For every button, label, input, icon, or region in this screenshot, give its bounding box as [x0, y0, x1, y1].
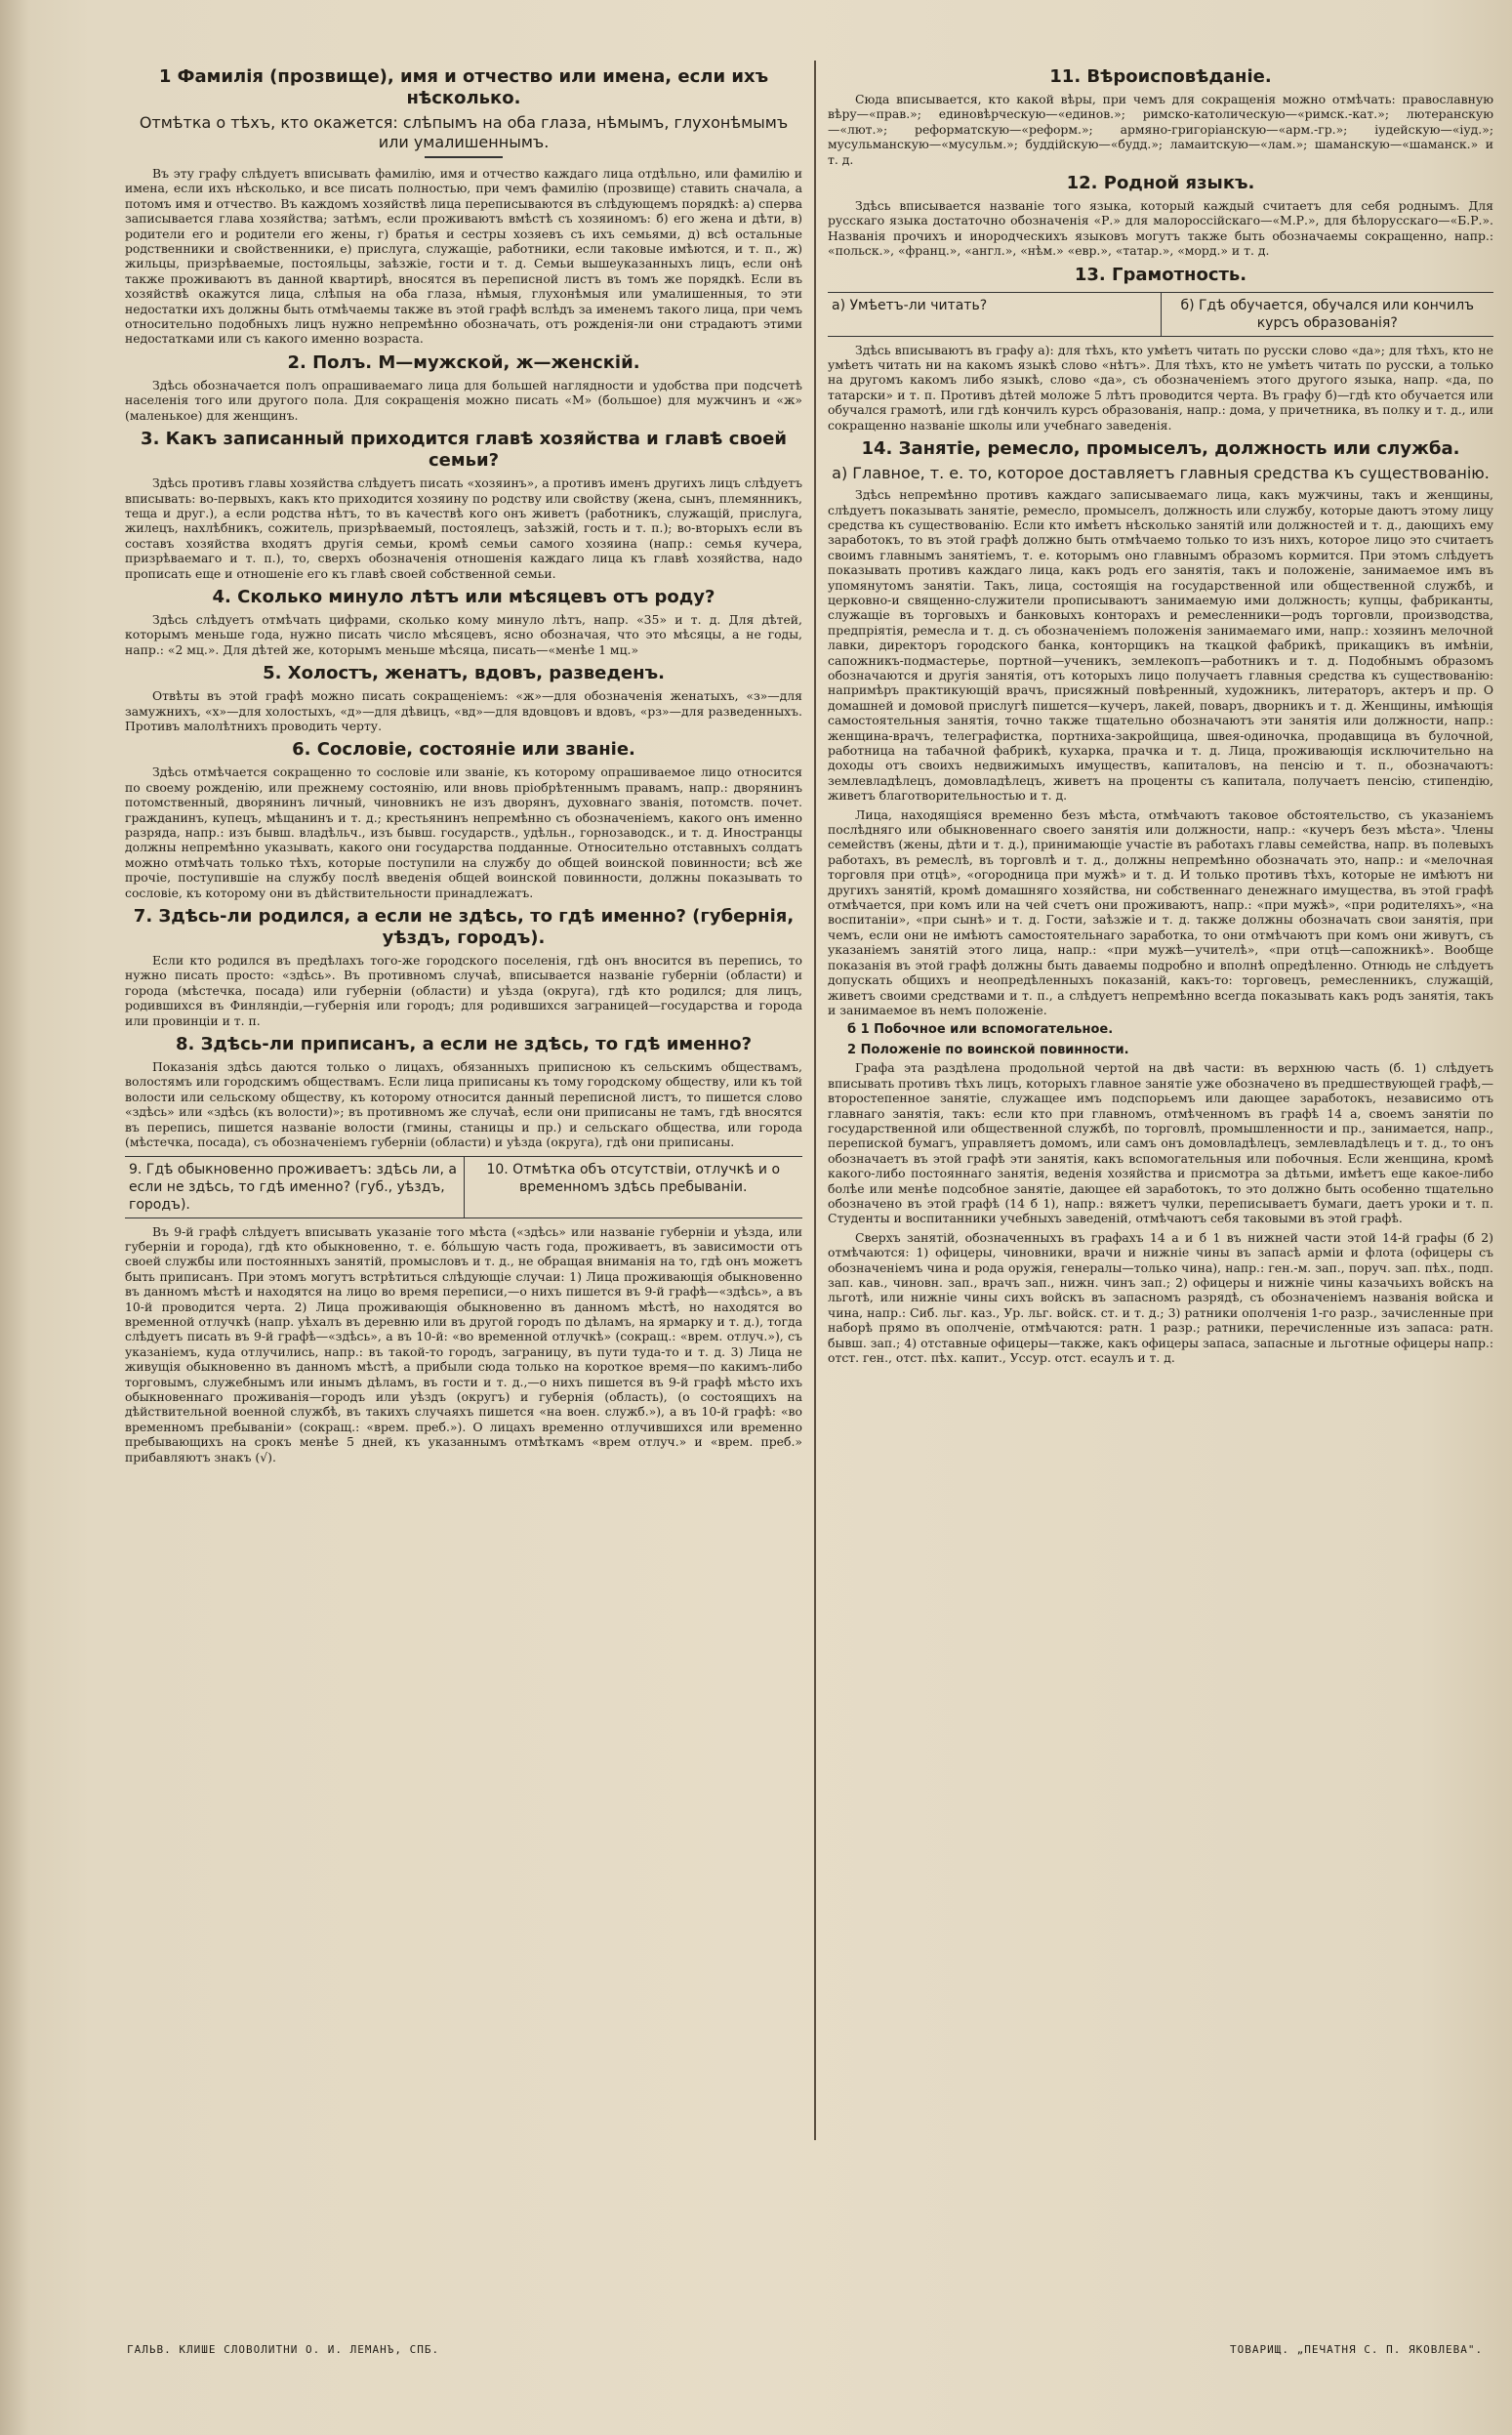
- section-1-text: Въ эту графу слѣдуетъ вписывать фамилію, имя и отчество каждаго лица отдѣльно, или фамилію и имена, если ихъ нѣсколько, и все писать полностью, при чемъ фамилію (прозвище) ставить сначала, а потомъ имя и отчество. Въ каждомъ хозяйствѣ лица переписываются въ слѣдующемъ порядкѣ: а) сперва записывается глава хозяйства; затѣмъ, если проживаютъ вмѣстѣ съ хозяиномъ: б) его жена и дѣти, в) родители его и родители его жены, г) братья и сестры хозяевъ съ ихъ семьями, д) всѣ остальные родственники и свойственники, е) прислуга, служащіе, работники, если таковые имѣются, и т. п., ж) жильцы, призрѣваемые, постояльцы, заѣзжіе, гости и т. д. Семьи вышеуказанныхъ лицъ, если онѣ также проживаютъ въ данной квартирѣ, вносятся въ переписной листъ въ томъ же порядкѣ. Если въ хозяйствѣ окажутся лица, слѣпыя на оба глаза, нѣмыя, глухонѣмыя или умалишенныя, то эти недостатки ихъ должны быть отмѣчаемы также въ этой графѣ вслѣдъ за именемъ такого лица, при чемъ относительно подобныхъ лицъ нужно непремѣнно обозначать, отъ рожденія-ли они страдаютъ этими недостатками или съ какого именно возраста.: [125, 166, 802, 347]
- paper-fold-shadow: [0, 0, 29, 2435]
- section-2-text: Здѣсь обозначается полъ опрашиваемаго лица для большей наглядности и удобства при подсчетѣ населенія того или другого пола. Для сокращенія можно писать «М» (большое) для мужчинъ и «ж» (маленькое) для женщинъ.: [125, 377, 802, 423]
- section-4-title: 4. Сколько минуло лѣтъ или мѣсяцевъ отъ роду?: [212, 586, 715, 607]
- sections-9-10-header: [125, 1156, 802, 1218]
- section-3-text: Здѣсь противъ главы хозяйства слѣдуетъ писать «хозяинъ», а противъ именъ другихъ лицъ слѣдуетъ вписывать: во-первыхъ, какъ кто приходится хозяину по родству или свойству (жена, сынъ, племянникъ, теща и друг.), а если родства нѣтъ, то въ качествѣ кого онъ живетъ (работникъ, служащій, прислуга, жилецъ, нахлѣбникъ, сожитель, призрѣваемый, постоялецъ, заѣзжій, гость и т. п.); во-вторыхъ если въ составъ хозяйства входятъ другія семьи, кромѣ семьи самого хозяина (напр.: семья кучера, призрѣваемаго и т. п.), то, сверхъ обозначенія отношенія каждаго лица къ главѣ хозяйства, надо прописать еще и отношеніе его къ главѣ своей собственной семьи.: [125, 475, 802, 581]
- section-14-text-4: Сверхъ занятій, обозначенныхъ въ графахъ 14 а и б 1 въ нижней части этой 14-й графы (б 2) отмѣчаются: 1) офицеры, чиновники, врачи и нижніе чины въ запасѣ арміи и флота (офицеры съ обозначеніемъ чина и рода оружія, генералы—только чина), напр.: ген.-м. зап., поруч. зап. пѣх., подп. зап. кав., чиновн. зап., врачъ зап., нижн. чинъ зап.; 2) офицеры и нижніе чины казачьихъ войскъ на льготѣ, или нижніе чины сихъ войскъ въ запасномъ разрядѣ, съ обозначеніемъ названія войска и чина, напр.: Сиб. льг. каз., Ур. льг. войск. ст. и т. д.; 3) ратники ополченія 1-го разр., зачисленные при наборѣ прямо въ ополченіе, отмѣчаются: ратн. 1 разр.; ратники, перечисленные изъ запаса: ратн. бывш. зап.; 4) отставные офицеры—также, какъ офицеры запаса, запасные и льготные офицеры напр.: отст. ген., отст. пѣх. капит., Уссур. отст. есаулъ и т. д.: [828, 1229, 1493, 1366]
- section-7-title: 7. Здѣсь-ли родился, а если не здѣсь, то гдѣ именно? (губернія, уѣздъ, городъ).: [133, 906, 795, 949]
- section-14b1-title: б 1 Побочное или вспомогательное.: [847, 1022, 1114, 1038]
- column-divider: [814, 61, 816, 2140]
- section-13b-title: б) Гдѣ обучается, обучался или кончилъ курсъ образованія?: [1161, 293, 1494, 336]
- section-13a-title: а) Умѣетъ-ли читать?: [832, 297, 988, 313]
- section-3-title: 3. Какъ записанный приходится главѣ хозяйства и главѣ своей семьи?: [141, 429, 787, 472]
- section-2-title: 2. Полъ. М—мужской, ж—женскій.: [287, 351, 640, 373]
- section-11-title: 11. Вѣроисповѣданіе.: [1049, 66, 1272, 87]
- section-12-title: 12. Родной языкъ.: [1066, 173, 1255, 194]
- section-14a-subtitle: а) Главное, т. е. то, которое доставляетъ главныя средства къ существованію.: [832, 464, 1490, 483]
- section-6-title: 6. Сословіе, состояніе или званіе.: [292, 739, 635, 761]
- section-5-text: Отвѣты въ этой графѣ можно писать сокращеніемъ: «ж»—для обозначенія женатыхъ, «з»—для замужнихъ, «х»—для холостыхъ, «д»—для дѣвицъ, «вд»—для вдовцовъ и вдовъ, «рз»—для разведенныхъ. Противъ малолѣтнихъ проводить черту.: [125, 688, 802, 733]
- section-5-title: 5. Холостъ, женатъ, вдовъ, разведенъ.: [263, 663, 665, 684]
- section-7-text: Если кто родился въ предѣлахъ того-же городского поселенія, гдѣ онъ вносится въ перепись, то нужно писать просто: «здѣсь». Въ противномъ случаѣ, вписывается названіе губерніи (области) и города (мѣстечка, посада) или губерніи (области) и уѣзда (округа), гдѣ кто родился; для лицъ, родившихся въ Финляндіи,—губернія или городъ; для родившихся заграницей—государства и города или провинціи и т. п.: [125, 953, 802, 1028]
- section-13-header: [828, 292, 1493, 337]
- section-8-title: 8. Здѣсь-ли приписанъ, а если не здѣсь, то гдѣ именно?: [175, 1034, 753, 1055]
- section-14-title: 14. Занятіе, ремесло, промыселъ, должность или служба.: [861, 438, 1460, 460]
- section-9-10-text: Въ 9-й графѣ слѣдуетъ вписывать указаніе того мѣста («здѣсь» или названіе губерніи и уѣзда, или губерніи и города), гдѣ кто обыкновенно, т. е. бóльшую часть года, проживаетъ, въ зависимости отъ своей службы или постоянныхъ занятій, промысловъ и т. д., не обращая вниманія на то, гдѣ онъ можетъ быть приписанъ. При этомъ могутъ встрѣтиться слѣдующіе случаи: 1) Лица проживающія обыкновенно въ данномъ мѣстѣ и находятся на лицо во время переписи,—о нихъ пишется въ 9-й графѣ—«здѣсь», а въ 10-й проводится черта. 2) Лица проживающія обыкновенно въ данномъ мѣстѣ, но находятся во временной отлучкѣ (напр. уѣхалъ въ деревню или въ другой городъ по дѣламъ, на ярмарку и т. д.), тогда слѣдуетъ писать въ 9-й графѣ—«здѣсь», а въ 10-й: «во временной отлучкѣ» (сокращ.: «врем. отлуч.»), съ указаніемъ, куда отлучились, напр.: въ такой-то городъ, заграницу, въ пути туда-то и т. д. 3) Лица не живущія обыкновенно въ данномъ мѣстѣ, а прибыли сюда только на короткое время—по какимъ-либо торговымъ, служебнымъ или инымъ дѣламъ, въ гости и т. д.,—о нихъ пишется въ 9-й графѣ мѣсто ихъ обыкновеннаго проживанія—городъ или уѣздъ (округъ) и губернія (область), (о состоящихъ на дѣйствительной военной службѣ, въ такихъ случаяхъ пишется «на воен. служб.»), а въ 10-й графѣ: «во временномъ пребываніи» (сокращ.: «врем. преб.»). О лицахъ временно отлучившихся или временно пребывающихъ на срокъ менѣе 5 дней, къ указаннымъ отмѣткамъ «врем отлуч.» и «врем. преб.» прибавляютъ знакъ (√).: [125, 1223, 802, 1465]
- section-4-text: Здѣсь слѣдуетъ отмѣчать цифрами, сколько кому минуло лѣтъ, напр. «35» и т. д. Для дѣтей, которымъ меньше года, нужно писать число мѣсяцевъ, ясно обозначая, что это мѣсяцы, а не годы, напр.: «2 мц.». Для дѣтей же, которымъ меньше мѣсяца, писать—«менѣе 1 мц.»: [125, 611, 802, 657]
- section-14b2-title: 2 Положеніе по воинской повинности.: [847, 1043, 1129, 1058]
- section-8-text: Показанія здѣсь даются только о лицахъ, обязанныхъ приписною къ сельскимъ обществамъ, волостямъ или городскимъ обществамъ. Если лица приписаны къ тому городскому обществу, или къ той волости или сельскому обществу, къ которому относится данный переписной листъ, то пишется слово «здѣсь» или «здѣсь (къ волости)»; въ противномъ же случаѣ, если они приписаны не тамъ, гдѣ вносятся въ перепись, пишется названіе волости (гмины, станицы и пр.) и сельскаго общества, или города (мѣстечка, посада), съ обозначеніемъ губерніи (области) и уѣзда (округа), гдѣ они приписаны.: [125, 1059, 802, 1150]
- section-14-text-2: Лица, находящіяся временно безъ мѣста, отмѣчаютъ таковое обстоятельство, съ указаніемъ послѣдняго или обыкновеннаго своего занятія или должности, напр.: «кучеръ безъ мѣста». Члены семействъ (жены, дѣти и т. д.), принимающіе участіе въ работахъ главы семейства, напр. въ полевыхъ работахъ, въ ремеслѣ, въ торговлѣ и т. д., должны непремѣнно обозначать это, напр.: и «мелочная торговля при отцѣ», «огородница при мужѣ» и т. д. И только противъ тѣхъ, которые не имѣютъ ни другихъ занятій, кромѣ домашняго хозяйства, ни собственнаго денежнаго имущества, въ этой графѣ отмѣчается, при комъ или на чей счетъ они проживаютъ, напр.: «при мужѣ», «при родителяхъ», «на воспитаніи», «при сынѣ» и т. д. Гости, заѣзжіе и т. д. также должны обозначать свои занятія, при чемъ, если они не имѣютъ самостоятельнаго заработка, то они отмѣчаютъ при комъ они живутъ, съ указаніемъ занятій этого лица, напр.: «при мужѣ—учителѣ», «при отцѣ—сапожникѣ». Вообще показанія въ этой графѣ должны быть даваемы подробно и вполнѣ опредѣленно. Отнюдь не слѣдуетъ допускать общихъ и неопредѣленныхъ показаній, какъ-то: торговецъ, ремесленникъ, служащій, живетъ своими средствами и т. п., а слѣдуетъ непремѣнно всегда показывать какъ родъ занятія, такъ и занимаемое въ немъ положеніе.: [828, 806, 1493, 1017]
- section-14-text-3: Графа эта раздѣлена продольной чертой на двѣ части: въ верхнюю часть (б. 1) слѣдуетъ вписывать противъ тѣхъ лицъ, которыхъ главное занятіе уже обозначено въ предшествующей графѣ,—второстепенное занятіе, служащее имъ подспорьемъ или дающее заработокъ, независимо отъ главнаго занятія, такъ: если кто при главномъ, отмѣченномъ въ графѣ 14 а, своемъ занятіи по государственной или общественной службѣ, по торговлѣ, промышленности и пр., занимается, напр., перепиской бумагъ, управляетъ домомъ, или самъ онъ домовладѣлецъ, землевладѣлецъ и т. д., то онъ обозначаетъ въ этой графѣ эти занятія, какъ вспомогательныя или побочныя. Если женщина, кромѣ какого-либо постояннаго занятія, веденія хозяйства и присмотра за дѣтьми, имѣетъ еще какое-либо болѣе или менѣе подсобное занятіе, дающее ей заработокъ, то это должно быть особенно тщательно обозначено въ этой графѣ (14 б 1), напр.: вяжетъ чулки, переписываетъ бумаги, даетъ уроки и т. п. Студенты и воспитанники учебныхъ заведеній, отмѣчаютъ себя таковыми въ этой графѣ.: [828, 1060, 1493, 1226]
- footer-printer-left: ГАЛЬВ. КЛИШЕ СЛОВОЛИТНИ О. И. ЛЕМАНЪ, СПБ.: [127, 2343, 440, 2356]
- section-12-text: Здѣсь вписывается названіе того языка, который каждый считаетъ для себя роднымъ. Для русскаго языка достаточно обозначенія «Р.» для малороссійскаго—«М.Р.», для бѣлорусскаго—«Б.Р.». Названія прочихъ и инородческихъ языковъ могутъ также быть обозначаемы сокращенно, напр.: «польск.», «франц.», «англ.», «нѣм.» «евр.», «татар.», «морд.» и т. д.: [828, 198, 1493, 259]
- section-1-subtitle: Отмѣтка о тѣхъ, кто окажется: слѣпымъ на оба глаза, нѣмымъ, глухонѣмымъ или умалишеннымъ.: [139, 113, 789, 151]
- left-column: [125, 61, 802, 2199]
- footer-printer-right: ТОВАРИЩ. „ПЕЧАТНЯ С. П. ЯКОВЛЕВА".: [1230, 2343, 1484, 2356]
- right-column: [828, 61, 1493, 2199]
- section-14-text-1: Здѣсь непремѣнно противъ каждаго записываемаго лица, какъ мужчины, такъ и женщины, слѣдуетъ показывать занятіе, ремесло, промыселъ, должность или службу, которые даютъ этому лицу средства къ существованію. Если кто имѣетъ нѣсколько занятій или должностей и т. д., дающихъ ему заработокъ, то въ этой графѣ должно быть отмѣчаемо только то изъ нихъ, которое лицо это считаетъ своимъ главнымъ занятіемъ, т. е. которымъ оно главнымъ образомъ кормится. При этомъ слѣдуетъ показывать противъ каждаго лица, какъ родъ его занятія, такъ и положеніе, занимаемое имъ въ упомянутомъ занятіи. Такъ, лица, состоящія на государственной или общественной службѣ, и церковно-и священно-служители прописываютъ занимаемую ими должность; купцы, фабриканты, служащіе въ торговыхъ и банковыхъ конторахъ и ремесленники—родъ торговли, производства, предпріятія, ремесла и т. д. съ обозначеніемъ положенія занимаемаго ими, напр.: хозяинъ мелочной лавки, директоръ городского банка, конторщикъ на ткацкой фабрикѣ, прикащикъ въ имѣніи, сапожникъ-подмастерье, портной—ученикъ, землекопъ—работникъ и т. д. Подобнымъ образомъ обозначаются и другія занятія, отъ которыхъ лицо получаетъ главныя средства къ существованію: напримѣръ практикующій врачъ, присяжный повѣренный, художникъ, литераторъ, актеръ и пр. О домашней и домовой прислугѣ пишется—кучеръ, лакей, поваръ, дворникъ и т. д. Женщины, имѣющія самостоятельныя занятія, точно также тщательно обозначаютъ эти занятія или должности, напр.: женщина-врачъ, телеграфистка, портниха-закройщица, швея-одиночка, продавщица въ булочной, работница на табачной фабрикѣ, кухарка, прачка и т. д. Лица, проживающія исключительно на доходы отъ своихъ недвижимыхъ имуществъ, капиталовъ, на пенсію и т. п., обозначаютъ: землевладѣлецъ, домовладѣлецъ, живетъ на проценты съ капитала, получаетъ пенсію, стипендію, живетъ благотворительностью и т. д.: [828, 487, 1493, 804]
- section-11-text: Сюда вписывается, кто какой вѣры, при чемъ для сокращенія можно отмѣчать: православную вѣру—«прав.»; единовѣрческую—«единов.»; римско-католическую—«римск.-кат.»; лютеранскую—«лют.»; реформатскую—«реформ.»; армяно-григоріанскую—«арм.-гр.»; іудейскую—«іуд.»; мусульманскую—«мусульм.»; буддійскую—«будд.»; ламаитскую—«лам.»; шаманскую—«шаманск.» и т. д.: [828, 92, 1493, 167]
- section-10-title: 10. Отмѣтка объ отсутствіи, отлучкѣ и о временномъ здѣсь пребываніи.: [464, 1157, 803, 1218]
- section-1-title: 1 Фамилія (прозвище), имя и отчество или имена, если ихъ нѣсколько.: [158, 66, 769, 108]
- section-9-title: 9. Гдѣ обыкновенно проживаетъ: здѣсь ли, а если не здѣсь, то гдѣ именно? (губ., уѣздъ, городъ).: [129, 1161, 457, 1213]
- section-13-text: Здѣсь вписываютъ въ графу а): для тѣхъ, кто умѣетъ читать по русски слово «да»; для тѣхъ, кто не умѣетъ читать ни на какомъ языкѣ слово «нѣтъ». Для тѣхъ, кто не умѣетъ читать по русски, а только на другомъ какомъ либо языкѣ, слово «да», съ обозначеніемъ этого другого языка, напр. «да, по татарски» и т. п. Противъ дѣтей моложе 5 лѣтъ проводится черта. Въ графу б)—гдѣ кто обучается или обучался грамотѣ, или гдѣ кончилъ курсъ образованія, напр.: дома, у причетника, въ полку и т. д., или сокращенно названіе школы или учебнаго заведенія.: [828, 342, 1493, 433]
- rule: [425, 156, 503, 158]
- section-13-title: 13. Грамотность.: [1074, 264, 1247, 285]
- section-6-text: Здѣсь отмѣчается сокращенно то сословіе или званіе, къ которому опрашиваемое лицо относится по своему рожденію, или прежнему состоянію, или вновь пріобрѣтеннымъ правамъ, напр.: дворянинъ потомственный, дворянинъ личный, чиновникъ не изъ дворянъ, духовнаго званія, потомств. почет. гражданинъ, купецъ, мѣщанинъ и т. д.; крестьянинъ непремѣнно съ обозначеніемъ, какого онъ именно разряда, напр.: изъ бывш. владѣльч., изъ бывш. государств., удѣльн., горнозаводск., и т. д. Иностранцы должны непремѣнно указывать, какого они государства подданные. Относительно отставныхъ солдатъ можно отмѣчать только тѣхъ, которые поступили на службу до общей воинской повинности; всѣ же прочіе, поступившіе на службу послѣ введенія общей воинской повинности, должны показывать то сословіе, къ которому они въ дѣйствительности принадлежатъ.: [125, 764, 802, 900]
